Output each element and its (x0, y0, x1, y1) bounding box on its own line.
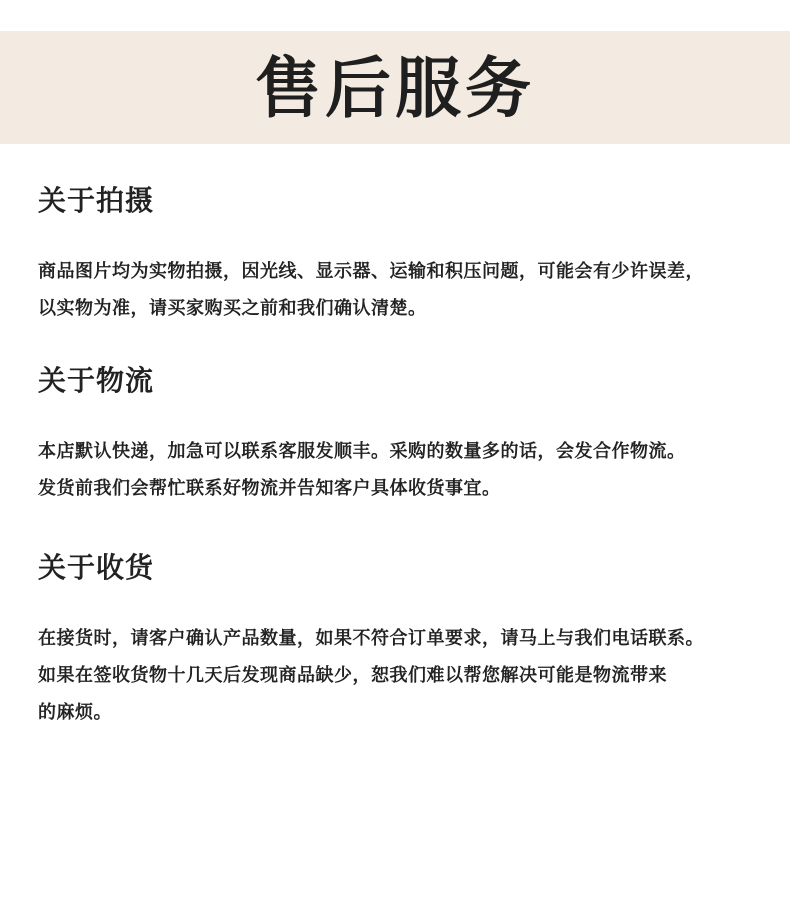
paragraph-line: 在接货时，请客户确认产品数量，如果不符合订单要求，请马上与我们电话联系。 (38, 628, 704, 649)
section-body-receiving (38, 620, 773, 731)
paragraph-line: 如果在签收货物十几天后发现商品缺少，恕我们难以帮您解决可能是物流带来 (38, 665, 667, 686)
section-receiving (38, 551, 773, 731)
section-heading-logistics: 关于物流 (38, 364, 155, 397)
paragraph-line: 以实物为准，请买家购买之前和我们确认清楚。 (38, 298, 427, 319)
section-body-photography (38, 253, 773, 327)
section-photography (38, 184, 773, 327)
section-body-logistics (38, 433, 773, 507)
paragraph-line: 商品图片均为实物拍摄，因光线、显示器、运输和积压问题，可能会有少许误差， (38, 261, 704, 282)
paragraph-line: 本店默认快递，加急可以联系客服发顺丰。采购的数量多的话，会发合作物流。 (38, 441, 686, 462)
paragraph-line: 的麻烦。 (38, 702, 112, 723)
header-banner (0, 31, 790, 144)
section-logistics (38, 364, 773, 507)
section-heading-photography: 关于拍摄 (38, 184, 155, 217)
page-title: 售后服务 (255, 48, 535, 127)
section-heading-receiving: 关于收货 (38, 551, 155, 584)
paragraph-line: 发货前我们会帮忙联系好物流并告知客户具体收货事宜。 (38, 478, 501, 499)
